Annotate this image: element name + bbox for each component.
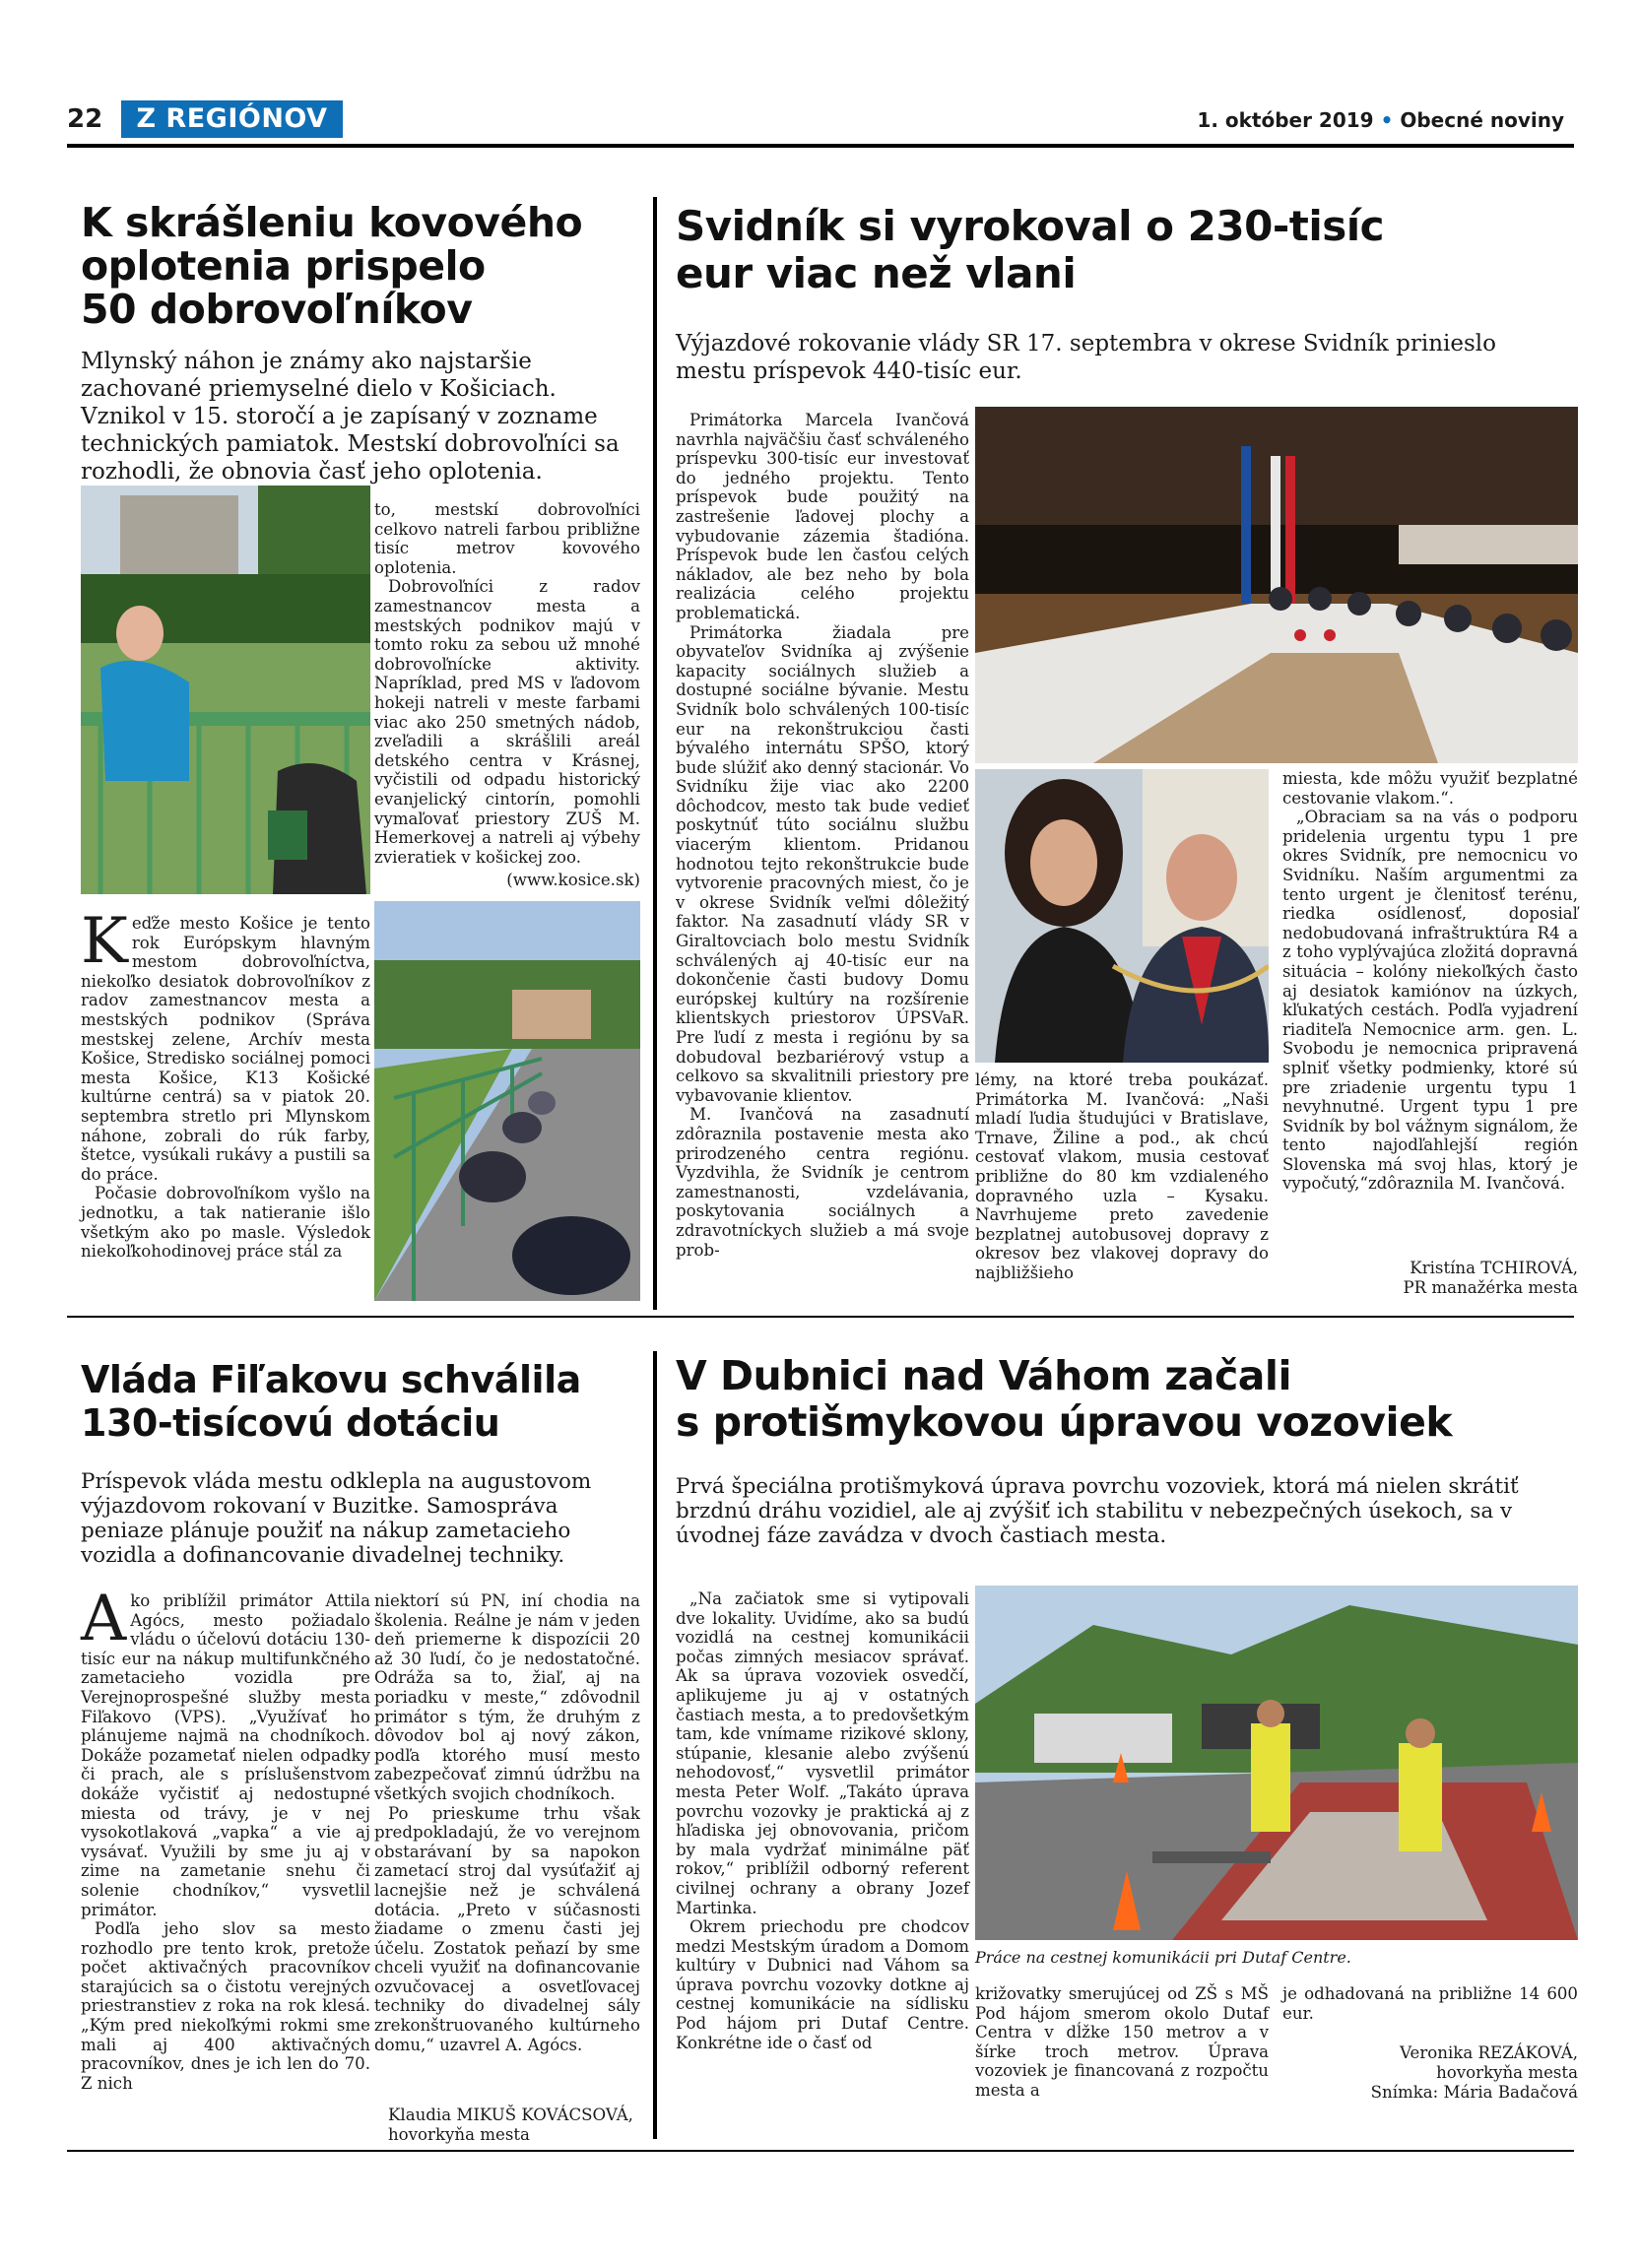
article2-title-line: Svidník si vyrokoval o 230-tisíc <box>676 202 1385 250</box>
article3-paragraph: Po prieskume trhu však predpokladajú, že vo verejnom obstarávaní by sa napokon zametací stroj dal vysúťažiť aj lacnejšie než je schválená dotácia. „Preto v súčasnosti žiadame o zmenu časti jej účelu. Zostatok peňazí by sme chceli využiť na dofinancovanie ozvučovacej a osvetľovacej techniky do divadelnej sály zrekonštruovaného kultúrneho domu,“ uzavrel A. Agócs. <box>374 1803 640 2054</box>
section-divider <box>67 1316 1574 1318</box>
article1-column-left <box>81 905 370 1262</box>
article3-paragraph: niektorí sú PN, iní chodia na školenia. Reálne je nám v jeden deň priemerne k dispozícii 20 až 30 ľudí, čo je nedostatočné. Odráža sa to, žiaľ, aj na poriadku v meste,“ zdôvodnil primátor s tým, že druhým z dôvodov bol aj nový zákon, podľa ktorého musí mesto zabezpečovať zimnú údržbu na všetkých svojich chodníkoch. <box>374 1591 640 1803</box>
article2-paragraph: miesta, kde môžu využiť bezplatné cestovanie vlakom.“. <box>1282 769 1578 808</box>
article2-paragraph: „Obraciam sa na vás o podporu pridelenia urgentu typu 1 pre okres Svidník, pre nemocnicu vo Svidníku. Naším argumentmi za tento urgent je členitosť terénu, riedka osídlenosť, doposiaľ nedobudovaná infraštruktúra R4 a z toho vyplývajúca zložitá dopravná situácia – kolóny niekoľkých často aj desiatok kamiónov na úzkych, kľukatých cestách. Podľa vyjadrení riaditeľa Nemocnice arm. gen. L. Svobodu je nemocnica pripravená splniť všetky podmienky, ktoré sú pre zriadenie urgentu typu 1 nevyhnutné. Urgent typu 1 pre Svidník by bol vážnym signálom, že tento najodľahlejší región Slovenska má svoj hlas, ktorý je vypočutý,“zdôraznila M. Ivančová. <box>1282 808 1578 1194</box>
article2-column-3 <box>1282 769 1578 1194</box>
article2-title <box>676 203 1582 297</box>
article4-column-2 <box>975 1984 1269 2101</box>
photo-credit: Snímka: Mária Badačová <box>1370 2083 1578 2102</box>
government-meeting-photo <box>975 407 1578 763</box>
page-number: 22 <box>67 104 103 134</box>
article3-title-line: Vláda Fiľakovu schválila <box>81 1358 581 1401</box>
article3-title <box>81 1358 642 1445</box>
column-divider <box>653 1351 657 2139</box>
author-role: hovorkyňa mesta <box>1436 2063 1578 2082</box>
article1-title-line: oplotenia prispelo <box>81 242 486 290</box>
article3-paragraph: ko priblížil primátor Attila Agócs, mesto požiadalo vládu o účelovú dotáciu 130-tisíc eur na nákup multifunkčného zametacieho vozidla pre Verejnoprospešné služby mesta Fiľakovo (VPS). „Využívať ho plánujeme najmä na chodníkoch. Dokáže pozametať nielen odpadky či prach, ale s príslušenstvom dokáže vyčistiť aj nedostupné miesta od trávy, je v nej vysokotlaková „vapka“ a vie aj vysávať. Využili by sme ju aj v zime na zametanie snehu či solenie chodníkov,“ vysvetlil primátor. <box>81 1591 370 1919</box>
author-role: hovorkyňa mesta <box>388 2125 530 2144</box>
article3-title-line: 130-tisícovú dotáciu <box>81 1401 500 1445</box>
article3-column-left <box>81 1583 370 2093</box>
article1-title-line: 50 dobrovoľníkov <box>81 286 473 333</box>
article1-source: (www.kosice.sk) <box>506 871 640 889</box>
article3-column-right <box>374 1591 640 2054</box>
photo-caption: Práce na cestnej komunikácii pri Dutaf Centre. <box>975 1948 1351 1967</box>
author-name: Veronika REZÁKOVÁ, <box>1400 2043 1578 2062</box>
column-divider <box>653 197 657 1310</box>
article4-paragraph: je odhadovaná na približne 14 600 eur. <box>1282 1984 1578 2023</box>
article1-paragraph: Dobrovoľníci z radov zamestnancov mesta a mestských podnikov majú v tomto roku za sebou už mnohé dobrovoľnícke aktivity. Napríklad, pred MS v ľadovom hokeji natreli v meste farbami viac ako 250 smetných nádob, zveľadili a skrášlili areál detského centra v Krásnej, vyčistili od odpadu historický evanjelický cintorín, pomohli vymaľovať priestory ZUŠ M. Hemerkovej a natreli aj výbehy zvieratiek v košickej zoo. <box>374 577 640 867</box>
article2-column-1 <box>676 411 969 1260</box>
article4-signature <box>1282 2043 1578 2103</box>
article1-paragraph: eďže mesto Košice je tento rok Európskym hlavným mestom dobrovoľníctva, niekoľko desiatok dobrovoľníkov z radov zamestnancov mesta a mestských podnikov (Správa mestskej zelene, Archív mesta Košice, Stredisko sociálnej pomoci mesta Košice, K13 Košické kultúrne centrá) sa v piatok 20. septembra stretlo pri Mlynskom náhone, zobrali do rúk farby, štetce, vysúkali rukávy a pustili sa do práce. <box>81 914 370 1184</box>
mayor-portrait-photo <box>975 769 1269 1063</box>
article2-column-2 <box>975 1070 1269 1283</box>
article2-paragraph: Primátorka žiadala pre obyvateľov Svidníka aj zvýšenie kapacity sociálnych služieb a dostupné sociálne bývanie. Mestu Svidník bolo schválených 100-tisíc eur na rekonštrukciou časti bývalého internátu SPŠO, ktorý bude slúžiť ako denný stacionár. Vo Svidníku žije viac ako 2200 dôchodcov, mesto tak bude vedieť poskytnúť túto sociálnu službu viacerým klientom. Pridanou hodnotou tejto rekonštrukcie bude vytvorenie pracovných miest, čo je v okrese Svidník veľmi dôležitý faktor. Na zasadnutí vlády SR v Giraltovciach bolo mestu Svidník schválených aj 40-tisíc eur na dokončenie časti budovy Domu európskej kultúry na rozšírenie klientskych priestorov ÚPSVaR. Pre ľudí z mesta i regiónu by sa dobudoval bezbariérový vstup a celkovo sa skvalitnili priestory pre vybavovanie klientov. <box>676 622 969 1105</box>
article2-paragraph: Primátorka Marcela Ivančová navrhla najväčšiu časť schváleného príspevku 300-tisíc eur investovať do jedného projektu. Tento príspevok bude použitý na zastrešenie ľadovej plochy a vybudovanie zázemia štadióna. Príspevok bude len časťou celých nákladov, ale bez neho by bola realizácia celého projektu problematická. <box>676 411 969 622</box>
article4-paragraph: križovatky smerujúcej od ZŠ s MŠ Pod hájom smerom okolo Dutaf Centra v dĺžke 150 metrov a v šírke troch metrov. Úprava vozoviek je financovaná z rozpočtu mesta a <box>975 1984 1269 2100</box>
article2-lead: Výjazdové rokovanie vlády SR 17. septembra v okrese Svidník prinieslo mestu príspevok 440-tisíc eur. <box>676 331 1496 384</box>
article2-paragraph: M. Ivančová na zasadnutí zdôraznila postavenie mesta ako prirodzeného centra regiónu. Vyzdvihla, že Svidník je centrom zamestnanosti, vzdelávania, poskytovania sociálnych a zdravotníckych služieb a má svoje prob- <box>676 1105 969 1260</box>
section-label: Z REGIÓNOV <box>121 100 343 138</box>
footer-rule <box>67 2150 1574 2152</box>
article4-title <box>676 1353 1582 1446</box>
article1-paragraph: to, mestskí dobrovoľníci celkovo natreli farbou približne tisíc metrov kovového oplotenia. <box>374 500 640 577</box>
article1-title-line: K skrášleniu kovového <box>81 199 583 246</box>
separator-dot: • <box>1380 108 1394 132</box>
article4-paragraph: „Na začiatok sme si vytipovali dve lokality. Uvidíme, ako sa budú vozidlá na cestnej komunikácii počas zimných mesiacov správať. Ak sa úprava vozoviek osvedčí, aplikujeme ju aj v ostatných častiach mesta, a to predovšetkým tam, kde vnímame rizikové sklony, stúpanie, klesanie alebo zvýšenú nehodovosť,“ vysvetlil primátor mesta Peter Wolf. „Takáto úprava povrchu vozovky je praktická aj z hľadiska jej obnovovania, pričom by mala vydržať minimálne päť rokov,“ priblížil odborný referent civilnej ochrany a obrany Jozef Martinka. <box>676 1589 969 1917</box>
article4-title-line: s protišmykovou úpravou vozoviek <box>676 1398 1453 1446</box>
article3-lead: Príspevok vláda mestu odklepla na augustovom výjazdovom rokovaní v Buzitke. Samospráva peniaze plánuje použiť na nákup zametacieho vozidla a dofinancovanie divadelnej techniky. <box>81 1469 592 1568</box>
author-role: PR manažérka mesta <box>1403 1278 1578 1297</box>
volunteers-painting-photo <box>81 486 370 894</box>
publication-name: Obecné noviny <box>1400 108 1564 132</box>
article1-lead: Mlynský náhon je známy ako najstaršie zachované priemyselné dielo v Košiciach. Vznikol v 15. storočí a je zapísaný v zozname technických pamiatok. Mestskí dobrovoľníci sa rozhodli, že obnovia časť jeho oplotenia. <box>81 349 620 485</box>
article3-drop-cap: A <box>81 1583 127 1655</box>
article1-paragraph: Počasie dobrovoľníkom vyšlo na jednotku, a tak natieranie išlo všetkým ako po masle. Výsledok niekoľkohodinovej práce stál za <box>81 1184 370 1262</box>
article1-title <box>81 201 632 331</box>
volunteers-fence-photo <box>374 901 640 1301</box>
article2-signature <box>1282 1259 1578 1298</box>
issue-date: 1. október 2019 <box>1197 108 1374 132</box>
article4-column-3 <box>1282 1984 1578 2023</box>
author-name: Klaudia MIKUŠ KOVÁCSOVÁ, <box>388 2106 633 2124</box>
article1-drop-cap: K <box>81 905 128 978</box>
article3-paragraph: Podľa jeho slov sa mesto rozhodlo pre tento krok, pretože počet aktivačných pracovníkov starajúcich sa o čistotu verejných priestranstiev z roka na rok klesá. „Kým pred niekoľkými rokmi sme mali aj 400 aktivačných pracovníkov, dnes je ich len do 70. Z nich <box>81 1919 370 2093</box>
article2-title-line: eur viac než vlani <box>676 249 1077 297</box>
article4-lead: Prvá špeciálna protišmyková úprava povrchu vozoviek, ktorá má nielen skrátiť brzdnú dráhu vozidiel, ale aj zvýšiť ich stabilitu v nebezpečných úsekoch, sa v úvodnej fáze zavádza v dvoch častiach mesta. <box>676 1474 1519 1548</box>
article4-title-line: V Dubnici nad Váhom začali <box>676 1352 1292 1399</box>
article3-signature <box>374 2106 640 2145</box>
article2-paragraph: lémy, na ktoré treba poukázať. Primátorka M. Ivančová: „Naši mladí ľudia študujúci v Bratislave, Trnave, Žiline a pod., ak chcú cestovať vlakom, musia cestovať približne do 80 km vzdialeného dopravného uzla – Kysaku. Navrhujeme preto zavedenie bezplatnej autobusovej dopravy z okresov bez vlakovej dopravy do najbližšieho <box>975 1070 1269 1282</box>
author-name: Kristína TCHIROVÁ, <box>1410 1259 1578 1277</box>
header-rule <box>67 144 1574 148</box>
article4-paragraph: Okrem priechodu pre chodcov medzi Mestským úradom a Domom kultúry v Dubnici nad Váhom sa úprava povrchu vozovky dotkne aj cestnej komunikácie na sídlisku Pod hájom pri Dutaf Centre. Konkrétne ide o časť od <box>676 1917 969 2052</box>
road-works-photo <box>975 1586 1578 1940</box>
article4-column-1 <box>676 1589 969 2052</box>
article1-column-right <box>374 500 640 867</box>
issue-info <box>1197 108 1564 132</box>
